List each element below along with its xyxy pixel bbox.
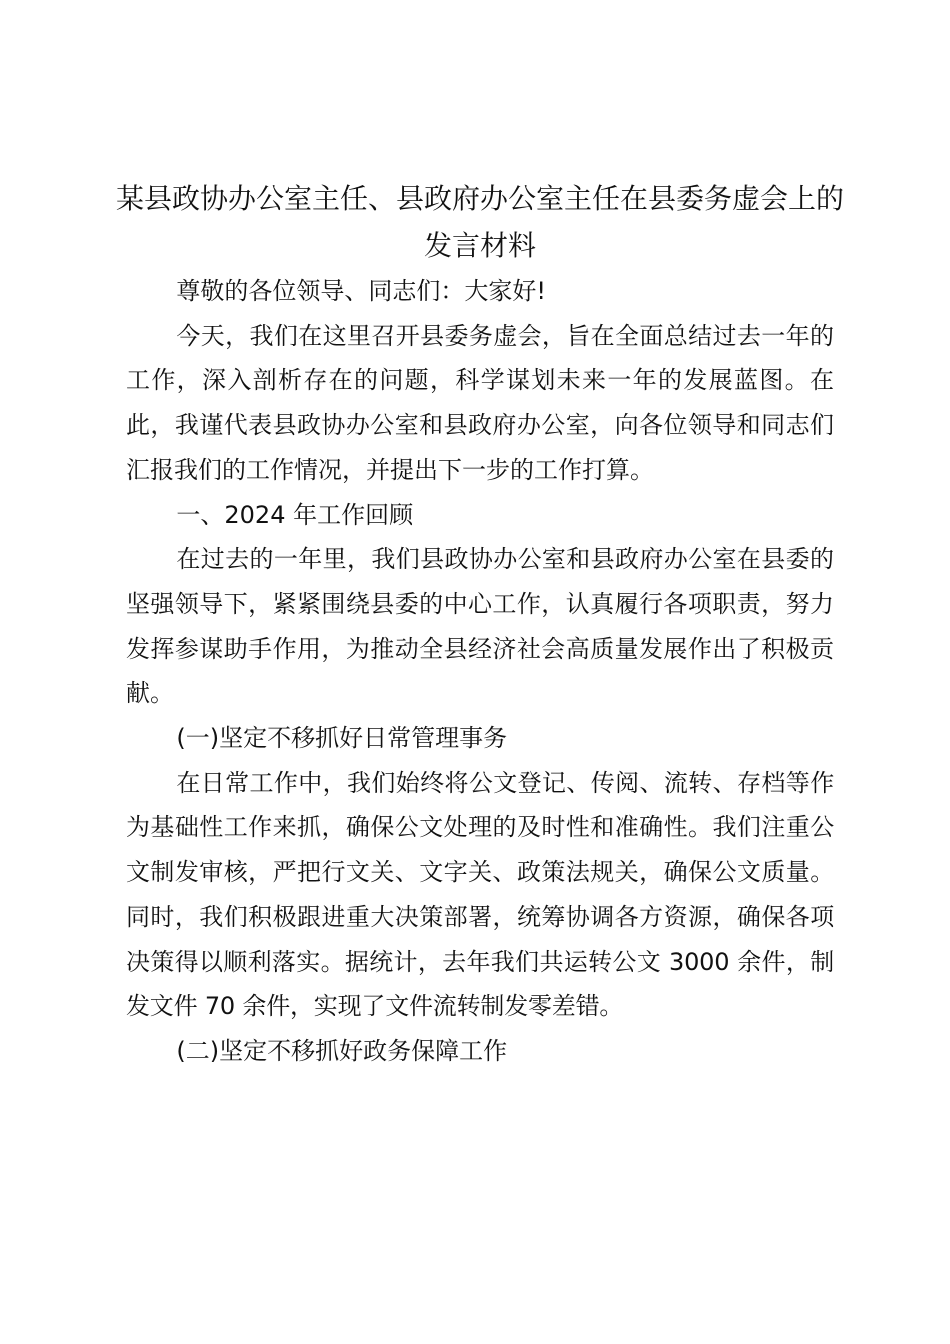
document-title: 某县政协办公室主任、县政府办公室主任在县委务虚会上的发言材料 — [115, 182, 844, 262]
greeting: 尊敬的各位领导、同志们：大家好! — [176, 277, 547, 305]
subsection-2-heading: (二)坚定不移抓好政务保障工作 — [176, 1036, 508, 1065]
section-1-heading: 一、2024 年工作回顾 — [176, 500, 414, 529]
subsection-1-heading: (一)坚定不移抓好日常管理事务 — [176, 724, 508, 753]
section-1-paragraph: 在过去的一年里，我们县政协办公室和县政府办公室在县委的坚强领导下，紧紧围绕县委的中心工作，认真履行各项职责，努力发挥参谋助手作用，为推动全县经济社会高质量发展作出了积极贡献。 — [126, 545, 834, 708]
subsection-1-paragraph: 在日常工作中，我们始终将公文登记、传阅、流转、存档等作为基础性工作来抓，确保公文处理的及时性和准确性。我们注重公文制发审核，严把行文关、文字关、政策法规关，确保公文质量。同时，我们积极跟进重大决策部署，统筹协调各方资源，确保各项决策得以顺利落实。据统计，去年我们共运转公文 3000 余件，制发文件 70 余件，实现了文件流转制发零差错。 — [126, 768, 834, 1021]
intro-paragraph: 今天，我们在这里召开县委务虚会，旨在全面总结过去一年的工作，深入剖析存在的问题，科学谋划未来一年的发展蓝图。在此，我谨代表县政协办公室和县政府办公室，向各位领导和同志们汇报我们的工作情况，并提出下一步的工作打算。 — [126, 321, 834, 484]
document-page — [115, 175, 844, 1074]
